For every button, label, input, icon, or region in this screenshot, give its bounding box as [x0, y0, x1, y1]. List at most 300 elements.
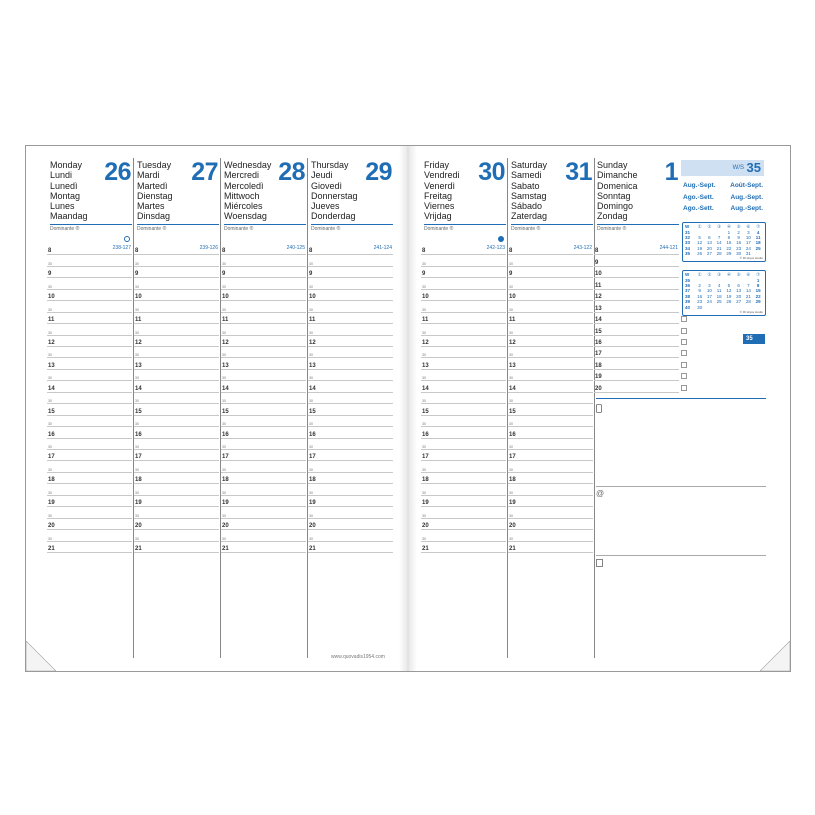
date-cell[interactable]: 3	[708, 282, 711, 288]
hour-slot[interactable]	[47, 519, 134, 530]
date-cell[interactable]: 14	[745, 288, 751, 294]
half-hour-label: 30	[135, 284, 139, 289]
half-hour-slot[interactable]	[47, 439, 134, 450]
half-hour-label: 30	[135, 490, 139, 495]
hour-slot[interactable]	[47, 267, 134, 278]
hour-slot[interactable]	[134, 244, 221, 255]
hour-slot[interactable]	[47, 404, 134, 415]
hour-slot[interactable]	[47, 359, 134, 370]
hour-slot[interactable]	[508, 267, 595, 278]
hour-slot[interactable]	[421, 519, 508, 530]
hour-slot[interactable]	[508, 404, 595, 415]
hour-label: 15	[422, 408, 429, 415]
hour-slot[interactable]	[508, 244, 595, 255]
half-hour-slot[interactable]	[221, 347, 308, 358]
half-hour-slot[interactable]	[47, 301, 134, 312]
half-hour-slot[interactable]	[221, 530, 308, 541]
hour-slot[interactable]	[134, 336, 221, 347]
half-hour-slot[interactable]	[47, 393, 134, 404]
weekday-header: ④	[726, 224, 731, 230]
half-hour-slot[interactable]	[47, 416, 134, 427]
half-hour-slot[interactable]	[308, 370, 395, 381]
checkbox-icon[interactable]	[681, 373, 687, 379]
half-hour-slot[interactable]	[47, 462, 134, 473]
hour-slot[interactable]	[594, 336, 681, 347]
half-hour-slot[interactable]	[308, 301, 395, 312]
date-cell[interactable]: 7	[747, 282, 750, 288]
date-cell[interactable]: 24	[745, 245, 751, 251]
day-name: Tuesday	[137, 160, 172, 170]
phone-icon	[596, 404, 602, 415]
hour-slot[interactable]	[421, 336, 508, 347]
half-hour-slot[interactable]	[421, 484, 508, 495]
hour-slot[interactable]	[594, 370, 681, 381]
day-names	[311, 160, 358, 222]
date-cell[interactable]: 8	[727, 234, 731, 240]
half-hour-slot[interactable]	[421, 462, 508, 473]
hour-slot[interactable]	[421, 359, 508, 370]
half-hour-slot[interactable]	[508, 393, 595, 404]
half-hour-slot[interactable]	[134, 278, 221, 289]
half-hour-slot[interactable]	[134, 255, 221, 266]
hour-slot[interactable]	[421, 404, 508, 415]
hour-slot[interactable]	[221, 473, 308, 484]
date-cell[interactable]: 5	[698, 234, 701, 240]
half-hour-label: 30	[309, 399, 313, 404]
half-hour-slot[interactable]	[47, 324, 134, 335]
date-cell[interactable]: 4	[756, 229, 760, 235]
date-cell[interactable]: 16	[736, 240, 742, 246]
half-hour-slot[interactable]	[134, 347, 221, 358]
hour-slot[interactable]	[221, 313, 308, 324]
half-hour-slot[interactable]	[421, 301, 508, 312]
date-cell[interactable]: 15	[726, 240, 732, 246]
hour-label: 18	[309, 477, 316, 484]
date-cell[interactable]: 25	[716, 299, 722, 305]
half-hour-slot[interactable]	[508, 530, 595, 541]
date-cell[interactable]: 20	[736, 293, 742, 299]
half-hour-slot[interactable]	[421, 439, 508, 450]
date-cell[interactable]: 6	[708, 234, 711, 240]
date-cell[interactable]: 23	[697, 299, 703, 305]
half-hour-label: 30	[48, 307, 52, 312]
date-cell[interactable]: 14	[716, 240, 722, 246]
hour-label: 12	[135, 339, 142, 346]
hour-slot[interactable]	[508, 313, 595, 324]
date-cell[interactable]: 19	[726, 293, 732, 299]
date-cell[interactable]: 17	[745, 240, 751, 246]
date-cell[interactable]: 27	[706, 251, 712, 257]
hour-slot[interactable]	[308, 336, 395, 347]
half-hour-slot[interactable]	[508, 484, 595, 495]
hour-slot[interactable]	[134, 404, 221, 415]
half-hour-slot[interactable]	[508, 324, 595, 335]
date-cell[interactable]: 21	[716, 245, 722, 251]
half-hour-slot[interactable]	[221, 416, 308, 427]
hour-slot[interactable]	[508, 519, 595, 530]
half-hour-slot[interactable]	[308, 347, 395, 358]
hour-label: 15	[48, 408, 55, 415]
hour-slot[interactable]	[594, 278, 681, 289]
date-cell[interactable]: 20	[706, 245, 712, 251]
half-hour-slot[interactable]	[134, 324, 221, 335]
hour-slot[interactable]	[308, 450, 395, 461]
half-hour-slot[interactable]	[421, 347, 508, 358]
hour-slot[interactable]	[308, 496, 395, 507]
half-hour-slot[interactable]	[134, 462, 221, 473]
half-hour-slot[interactable]	[508, 439, 595, 450]
hour-slot[interactable]	[47, 473, 134, 484]
hour-slot[interactable]	[594, 244, 681, 255]
hour-slot[interactable]	[47, 244, 134, 255]
date-cell[interactable]: 13	[706, 240, 712, 246]
date-cell[interactable]: 10	[706, 288, 712, 294]
date-cell[interactable]: 29	[726, 251, 732, 257]
hour-slot[interactable]	[134, 290, 221, 301]
week-tab[interactable]: 35	[743, 334, 765, 344]
hour-slot[interactable]	[308, 267, 395, 278]
hour-slot[interactable]	[221, 404, 308, 415]
hour-slot[interactable]	[134, 359, 221, 370]
date-cell[interactable]: 30	[736, 251, 742, 257]
half-hour-slot[interactable]	[421, 278, 508, 289]
half-hour-slot[interactable]	[421, 416, 508, 427]
hour-slot[interactable]	[594, 381, 681, 392]
hour-slot[interactable]	[134, 496, 221, 507]
date-cell[interactable]: 19	[697, 245, 703, 251]
half-hour-slot[interactable]	[221, 462, 308, 473]
half-hour-label: 30	[422, 284, 426, 289]
day-number: 29	[365, 158, 392, 186]
hour-slot[interactable]	[421, 496, 508, 507]
hour-slot[interactable]	[594, 301, 681, 312]
date-cell[interactable]: 12	[726, 288, 732, 294]
hour-label: 19	[422, 500, 429, 507]
hour-rule	[308, 552, 393, 553]
half-hour-slot[interactable]	[134, 370, 221, 381]
date-cell[interactable]: 22	[755, 293, 761, 299]
date-cell[interactable]: 9	[737, 234, 740, 240]
checkbox-icon[interactable]	[681, 350, 687, 356]
hour-label: 13	[595, 305, 602, 312]
hour-slot[interactable]	[508, 496, 595, 507]
dominante-label: Dominante ®	[597, 226, 627, 232]
date-cell[interactable]: 26	[726, 299, 732, 305]
weekday-header: ⑦	[756, 272, 761, 278]
date-cell[interactable]: 8	[756, 282, 760, 288]
day-name: Dinsdag	[137, 211, 171, 222]
hour-label: 20	[135, 523, 142, 530]
half-hour-slot[interactable]	[508, 255, 595, 266]
date-cell[interactable]: 11	[755, 234, 761, 240]
hour-slot[interactable]	[594, 324, 681, 335]
half-hour-slot[interactable]	[134, 530, 221, 541]
hour-slot[interactable]	[421, 427, 508, 438]
hour-slot[interactable]	[508, 450, 595, 461]
half-hour-slot[interactable]	[308, 255, 395, 266]
hour-slot[interactable]	[308, 473, 395, 484]
hour-slot[interactable]	[594, 267, 681, 278]
hour-slot[interactable]	[221, 336, 308, 347]
hour-slot[interactable]	[134, 519, 221, 530]
hour-slot[interactable]	[421, 542, 508, 553]
half-hour-slot[interactable]	[308, 462, 395, 473]
date-cell[interactable]: 13	[736, 288, 742, 294]
date-cell[interactable]: 12	[697, 240, 703, 246]
hour-label: 9	[222, 271, 226, 278]
date-cell[interactable]: 31	[745, 251, 751, 257]
half-hour-slot[interactable]	[508, 301, 595, 312]
half-hour-slot[interactable]	[421, 324, 508, 335]
date-cell[interactable]: 18	[755, 240, 761, 246]
day-name: Sonntag	[597, 190, 631, 201]
half-hour-slot[interactable]	[308, 484, 395, 495]
date-cell[interactable]: 4	[717, 282, 721, 288]
hour-slot[interactable]	[594, 313, 681, 324]
hour-slot[interactable]	[221, 519, 308, 530]
date-cell[interactable]: 21	[745, 293, 751, 299]
date-cell[interactable]: 11	[716, 288, 722, 294]
hour-slot[interactable]	[594, 347, 681, 358]
hour-slot[interactable]	[508, 542, 595, 553]
hour-slot[interactable]	[308, 542, 395, 553]
hour-label: 10	[48, 294, 55, 301]
half-hour-label: 30	[222, 445, 226, 450]
half-hour-slot[interactable]	[47, 530, 134, 541]
hour-slot[interactable]	[508, 336, 595, 347]
hour-slot[interactable]	[221, 381, 308, 392]
hour-slot[interactable]	[308, 427, 395, 438]
half-hour-slot[interactable]	[221, 393, 308, 404]
half-hour-slot[interactable]	[421, 507, 508, 518]
half-hour-slot[interactable]	[47, 484, 134, 495]
half-hour-slot[interactable]	[221, 370, 308, 381]
checkbox-icon[interactable]	[681, 385, 687, 391]
hour-slot[interactable]	[47, 496, 134, 507]
date-cell[interactable]: 27	[736, 299, 742, 305]
hour-slot[interactable]	[134, 473, 221, 484]
half-hour-slot[interactable]	[221, 484, 308, 495]
date-cell[interactable]: 24	[706, 299, 712, 305]
book-gutter	[399, 146, 417, 671]
date-cell[interactable]: 9	[698, 288, 701, 294]
half-hour-slot[interactable]	[221, 255, 308, 266]
day-name: Freitag	[424, 190, 453, 201]
half-hour-slot[interactable]	[221, 278, 308, 289]
hour-slot[interactable]	[134, 313, 221, 324]
day-column-tue	[134, 158, 221, 658]
half-hour-slot[interactable]	[308, 393, 395, 404]
date-cell[interactable]: 28	[745, 299, 751, 305]
half-hour-slot[interactable]	[508, 278, 595, 289]
hour-slot[interactable]	[47, 427, 134, 438]
day-number: 31	[565, 158, 592, 186]
date-cell[interactable]: 3	[747, 229, 750, 235]
hour-slot[interactable]	[421, 450, 508, 461]
weekday-header: ⑤	[736, 272, 741, 278]
half-hour-slot[interactable]	[308, 416, 395, 427]
half-hour-slot[interactable]	[508, 347, 595, 358]
hour-slot[interactable]	[134, 267, 221, 278]
date-cell[interactable]: 2	[737, 229, 740, 235]
day-name: Domenica	[597, 180, 638, 191]
weekly-planner-spread	[25, 145, 791, 672]
hour-slot[interactable]	[308, 244, 395, 255]
hour-slot[interactable]	[47, 290, 134, 301]
hour-slot[interactable]	[221, 427, 308, 438]
half-hour-slot[interactable]	[421, 530, 508, 541]
date-cell[interactable]: 7	[717, 234, 721, 240]
hour-label: 18	[48, 477, 55, 484]
date-cell[interactable]: 22	[726, 245, 732, 251]
hour-slot[interactable]	[421, 313, 508, 324]
hour-label: 17	[222, 454, 229, 461]
half-hour-slot[interactable]	[308, 507, 395, 518]
hour-slot[interactable]	[134, 542, 221, 553]
date-cell[interactable]: 1	[727, 229, 731, 235]
half-hour-slot[interactable]	[221, 324, 308, 335]
date-cell[interactable]: 29	[755, 299, 761, 305]
day-column-sat	[508, 158, 595, 658]
half-hour-slot[interactable]	[508, 507, 595, 518]
hour-slot[interactable]	[47, 450, 134, 461]
day-name: Donnerstag	[311, 190, 358, 201]
half-hour-slot[interactable]	[134, 393, 221, 404]
hour-slot[interactable]	[47, 336, 134, 347]
date-cell[interactable]: 28	[716, 251, 722, 257]
hour-label: 17	[422, 454, 429, 461]
half-hour-slot[interactable]	[134, 484, 221, 495]
date-cell[interactable]: 2	[698, 282, 701, 288]
hour-slot[interactable]	[47, 381, 134, 392]
half-hour-label: 30	[309, 376, 313, 381]
date-cell[interactable]: 10	[745, 234, 751, 240]
hour-slot[interactable]	[508, 290, 595, 301]
hour-slot[interactable]	[594, 359, 681, 370]
half-hour-slot[interactable]	[421, 370, 508, 381]
day-name: Maandag	[50, 211, 88, 222]
hour-slot[interactable]	[308, 519, 395, 530]
hour-slot[interactable]	[308, 359, 395, 370]
half-hour-label: 30	[509, 399, 513, 404]
hour-slot[interactable]	[508, 473, 595, 484]
day-name: Zaterdag	[511, 211, 548, 222]
half-hour-slot[interactable]	[47, 370, 134, 381]
hour-slot[interactable]	[421, 381, 508, 392]
checkbox-icon[interactable]	[681, 362, 687, 368]
hour-slot[interactable]	[134, 450, 221, 461]
checkbox-icon[interactable]	[681, 339, 687, 345]
hour-slot[interactable]	[221, 542, 308, 553]
hour-slot[interactable]	[134, 381, 221, 392]
date-cell[interactable]: 16	[697, 293, 703, 299]
half-hour-slot[interactable]	[508, 370, 595, 381]
half-hour-slot[interactable]	[134, 439, 221, 450]
hour-label: 9	[135, 271, 139, 278]
half-hour-slot[interactable]	[421, 393, 508, 404]
day-number: 30	[478, 158, 505, 186]
hour-slot[interactable]	[421, 244, 508, 255]
hour-slot[interactable]	[421, 473, 508, 484]
hour-label: 14	[595, 317, 602, 324]
checkbox-icon[interactable]	[681, 328, 687, 334]
hour-slot[interactable]	[47, 542, 134, 553]
hour-slot[interactable]	[308, 290, 395, 301]
date-cell[interactable]: 25	[755, 245, 761, 251]
hour-slot[interactable]	[221, 244, 308, 255]
half-hour-slot[interactable]	[308, 278, 395, 289]
half-hour-slot[interactable]	[221, 301, 308, 312]
half-hour-slot[interactable]	[47, 347, 134, 358]
date-cell[interactable]: 30	[697, 304, 703, 310]
hour-slot[interactable]	[308, 404, 395, 415]
half-hour-label: 30	[48, 376, 52, 381]
hour-slot[interactable]	[47, 313, 134, 324]
hour-slot[interactable]	[508, 427, 595, 438]
half-hour-label: 30	[309, 261, 313, 266]
hour-slot[interactable]	[308, 313, 395, 324]
half-hour-slot[interactable]	[47, 278, 134, 289]
hour-slot[interactable]	[221, 290, 308, 301]
half-hour-slot[interactable]	[508, 416, 595, 427]
date-cell[interactable]: 5	[727, 282, 731, 288]
half-hour-label: 30	[135, 376, 139, 381]
half-hour-slot[interactable]	[134, 507, 221, 518]
hour-label: 11	[222, 317, 229, 324]
date-cell[interactable]: 15	[755, 288, 761, 294]
hour-label: 12	[595, 294, 602, 301]
half-hour-slot[interactable]	[47, 507, 134, 518]
day-name: Jueves	[311, 201, 340, 212]
half-hour-slot[interactable]	[221, 439, 308, 450]
half-hour-slot[interactable]	[47, 255, 134, 266]
hour-slot[interactable]	[221, 496, 308, 507]
hour-slot[interactable]	[594, 255, 681, 266]
hour-slot[interactable]	[134, 427, 221, 438]
date-cell[interactable]: 26	[697, 251, 703, 257]
hour-slot[interactable]	[508, 359, 595, 370]
date-cell[interactable]: 1	[756, 277, 760, 283]
date-cell[interactable]: 6	[737, 282, 740, 288]
hour-slot[interactable]	[508, 381, 595, 392]
hour-slot[interactable]	[594, 290, 681, 301]
hour-label: 16	[48, 431, 55, 438]
half-hour-slot[interactable]	[421, 255, 508, 266]
date-cell[interactable]: 23	[736, 245, 742, 251]
hour-slot[interactable]	[308, 381, 395, 392]
half-hour-label: 30	[422, 353, 426, 358]
hour-slot[interactable]	[221, 450, 308, 461]
half-hour-slot[interactable]	[221, 507, 308, 518]
half-hour-slot[interactable]	[134, 416, 221, 427]
hour-slot[interactable]	[221, 359, 308, 370]
half-hour-slot[interactable]	[308, 439, 395, 450]
date-cell[interactable]: 17	[706, 293, 712, 299]
half-hour-slot[interactable]	[308, 324, 395, 335]
half-hour-slot[interactable]	[308, 530, 395, 541]
header-rule	[597, 224, 679, 225]
hour-slot[interactable]	[421, 267, 508, 278]
hour-slot[interactable]	[421, 290, 508, 301]
hour-slot[interactable]	[221, 267, 308, 278]
half-hour-label: 30	[309, 307, 313, 312]
half-hour-slot[interactable]	[508, 462, 595, 473]
hour-label: 9	[48, 271, 52, 278]
day-name: Lundi	[50, 170, 73, 181]
date-cell[interactable]: 18	[716, 293, 722, 299]
half-hour-slot[interactable]	[134, 301, 221, 312]
hour-label: 15	[309, 408, 316, 415]
